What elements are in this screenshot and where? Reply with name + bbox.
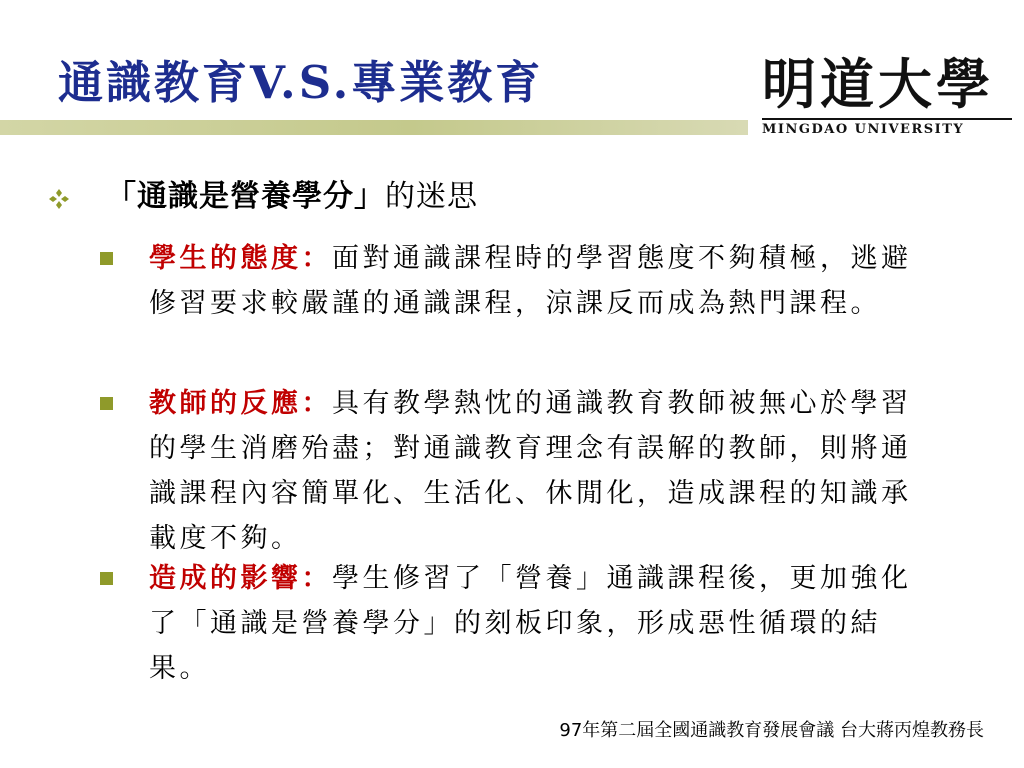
sub-bullet-text bbox=[149, 236, 929, 326]
slide-footer: 97年第二屆全國通識教育發展會議 台大蔣丙煌教務長 bbox=[559, 720, 984, 741]
square-bullet-icon bbox=[100, 572, 113, 585]
sub-bullet-body: 學生修習了「營養」通識課程後，更加強化了「通識是營養學分」的刻板印象，形成惡性循環的結果。 bbox=[149, 563, 912, 684]
main-bullet-rest: 的迷思 bbox=[385, 179, 478, 214]
logo-chinese-name: 明道大學 bbox=[762, 53, 994, 116]
main-bullet-quote: 「通識是營養學分」 bbox=[106, 179, 385, 214]
sub-bullet-text bbox=[149, 381, 929, 561]
diamond-bullet-icon bbox=[48, 188, 70, 210]
sub-bullet-teacher-response bbox=[100, 381, 930, 561]
slide-title: 通識教育V.S.專業教育 bbox=[58, 56, 544, 109]
sub-bullet-label: 教師的反應： bbox=[149, 388, 332, 419]
sub-bullet-text bbox=[149, 556, 929, 691]
square-bullet-icon bbox=[100, 397, 113, 410]
sub-bullet-impact bbox=[100, 556, 930, 691]
sub-bullet-label: 造成的影響： bbox=[149, 563, 332, 594]
sub-bullet-body: 面對通識課程時的學習態度不夠積極，逃避修習要求較嚴謹的通識課程，涼課反而成為熱門課程。 bbox=[149, 243, 912, 319]
university-logo bbox=[762, 53, 1012, 137]
logo-english-name: MINGDAO UNIVERSITY bbox=[762, 118, 1012, 137]
sub-bullet-body: 具有教學熱忱的通識教育教師被無心於學習的學生消磨殆盡；對通識教育理念有誤解的教師，則將通識課程內容簡單化、生活化、休閒化，造成課程的知識承載度不夠。 bbox=[149, 388, 912, 554]
main-bullet bbox=[48, 176, 478, 218]
sub-bullet-label: 學生的態度： bbox=[149, 243, 332, 274]
sub-bullet-student-attitude bbox=[100, 236, 930, 326]
square-bullet-icon bbox=[100, 252, 113, 265]
title-divider bbox=[0, 120, 748, 135]
main-bullet-text bbox=[106, 176, 478, 218]
